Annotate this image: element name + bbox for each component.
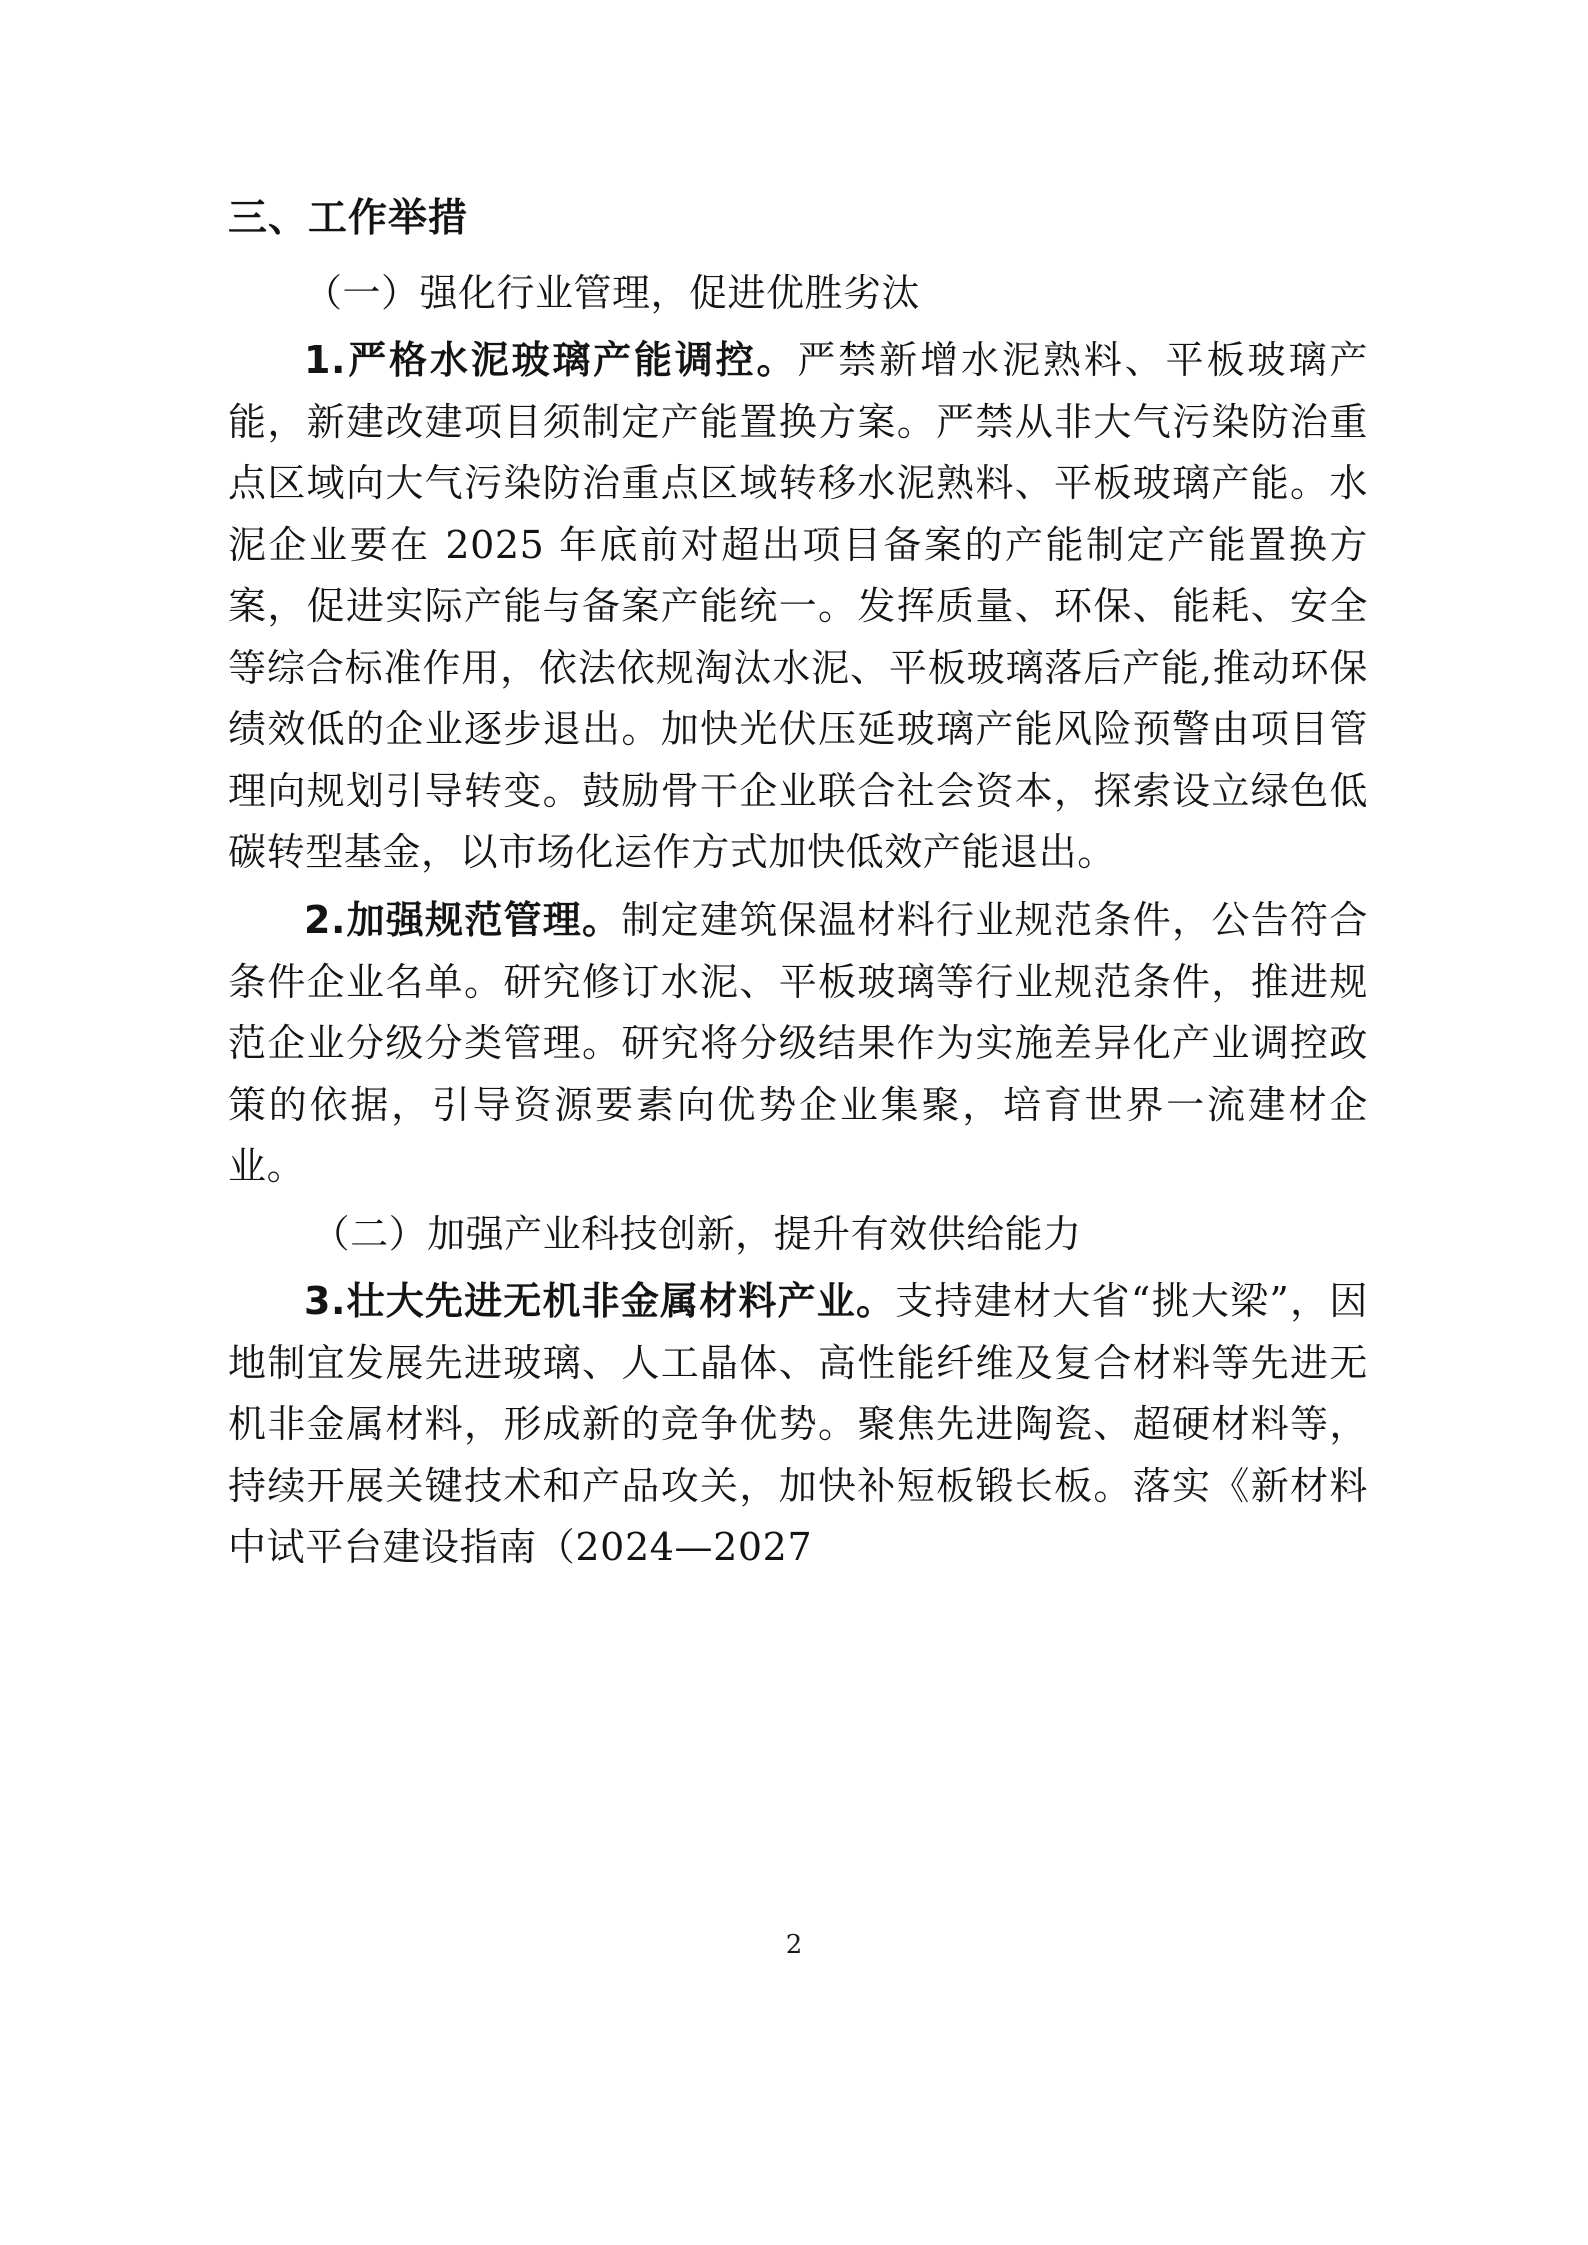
paragraph-item-3 (228, 1271, 1368, 1579)
item-2-body: 制定建筑保温材料行业规范条件，公告符合条件企业名单。研究修订水泥、平板玻璃等行业规范条件，推进规范企业分级分类管理。研究将分级结果作为实施差异化产业调控政策的依据，引导资源要素向优势企业集聚，培育世界一流建材企业。 (228, 897, 1368, 1189)
page-number: 2 (785, 1930, 803, 1960)
item-1-body: 严禁新增水泥熟料、平板玻璃产能，新建改建项目须制定产能置换方案。严禁从非大气污染防治重点区域向大气污染防治重点区域转移水泥熟料、平板玻璃产能。水泥企业要在 2025 年底前对超出项目备案的产能制定产能置换方案，促进实际产能与备案产能统一。发挥质量、环保、能耗、安全等综合标准作用，依法依规淘汰水泥、平板玻璃落后产能,推动环保绩效低的企业逐步退出。加快光伏压延玻璃产能风险预警由项目管理向规划引导转变。鼓励骨干企业联合社会资本，探索设立绿色低碳转型基金，以市场化运作方式加快低效产能退出。 (228, 338, 1368, 875)
paragraph-item-1 (228, 330, 1368, 884)
item-3-body: 支持建材大省“挑大梁”，因地制宜发展先进玻璃、人工晶体、高性能纤维及复合材料等先进无机非金属材料，形成新的竞争优势。聚焦先进陶瓷、超硬材料等，持续开展关键技术和产品攻关，加快补短板锻长板。落实《新材料中试平台建设指南（2024—2027 (228, 1279, 1368, 1570)
item-2-lead: 2.加强规范管理。 (304, 897, 622, 942)
item-1-lead: 1.严格水泥玻璃产能调控。 (304, 338, 798, 383)
item-3-lead: 3.壮大先进无机非金属材料产业。 (304, 1279, 896, 1324)
paragraph-item-2 (228, 890, 1368, 1198)
document-body (228, 190, 1368, 1585)
subsection-heading-2: （二）加强产业科技创新，提升有效供给能力 (311, 1211, 1082, 1256)
section-heading: 三、工作举措 (228, 196, 469, 241)
subsection-heading-1: （一）强化行业管理，促进优胜劣汰 (304, 270, 921, 315)
